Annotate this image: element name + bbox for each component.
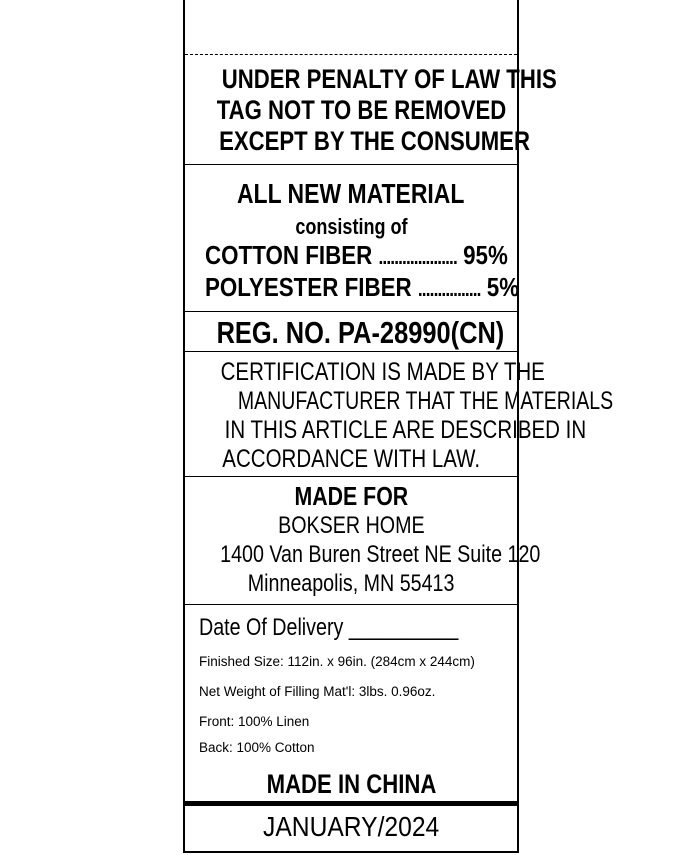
- made-for-heading: MADE FOR: [294, 481, 408, 511]
- reg-no-wrap: [185, 314, 517, 352]
- divider: [185, 604, 517, 605]
- certification-block: [185, 358, 614, 474]
- back-material: Back: 100% Cotton: [199, 740, 315, 755]
- made-for-block: [185, 481, 541, 598]
- cert-line-1: CERTIFICATION IS MADE BY THE: [220, 358, 545, 386]
- company-name: BOKSER HOME: [277, 512, 425, 539]
- material-heading: ALL NEW MATERIAL: [237, 178, 465, 209]
- street-address: 1400 Van Buren Street NE Suite 120: [220, 541, 541, 568]
- fiber-percent: 5%: [486, 272, 520, 302]
- warning-block: [185, 64, 557, 157]
- fiber-dots: ....................: [378, 247, 457, 269]
- fiber-percent: 95%: [463, 240, 508, 270]
- material-heading-wrap: [185, 178, 517, 210]
- law-tag: [183, 0, 614, 853]
- divider: [185, 164, 517, 165]
- reg-no: REG. NO. PA-28990(CN): [216, 315, 505, 350]
- city-address: Minneapolis, MN 55413: [247, 570, 455, 597]
- divider: [185, 351, 517, 352]
- origin-wrap: [185, 768, 517, 800]
- warning-line-3: EXCEPT BY THE CONSUMER: [219, 126, 530, 156]
- filling-weight: Net Weight of Filling Mat'l: 3lbs. 0.96oz.: [199, 684, 436, 699]
- fiber-name: COTTON FIBER: [205, 240, 373, 270]
- fiber-row-polyester: [205, 272, 520, 303]
- fiber-name: POLYESTER FIBER: [205, 272, 412, 302]
- warning-line-1: UNDER PENALTY OF LAW THIS: [221, 64, 557, 94]
- cert-line-3: IN THIS ARTICLE ARE DESCRIBED IN: [224, 416, 587, 444]
- consisting-wrap: [185, 214, 517, 240]
- date-wrap: [185, 810, 517, 844]
- delivery-date: Date Of Delivery __________: [199, 614, 459, 641]
- thick-divider: [185, 801, 517, 806]
- fiber-dots: ................: [417, 279, 481, 301]
- front-material: Front: 100% Linen: [199, 714, 310, 729]
- cert-line-2: MANUFACTURER THAT THE MATERIALS: [237, 387, 614, 415]
- warning-line-2: TAG NOT TO BE REMOVED: [216, 95, 507, 125]
- divider: [185, 311, 517, 312]
- consisting-text: consisting of: [294, 214, 408, 239]
- cert-line-4: ACCORDANCE WITH LAW.: [222, 445, 480, 473]
- manufacture-date: JANUARY/2024: [262, 811, 440, 842]
- finished-size: Finished Size: 112in. x 96in. (284cm x 244cm): [199, 654, 475, 669]
- fiber-row-cotton: [205, 240, 508, 271]
- divider: [185, 476, 517, 477]
- cut-line: [185, 54, 517, 55]
- made-in-china: MADE IN CHINA: [266, 769, 436, 799]
